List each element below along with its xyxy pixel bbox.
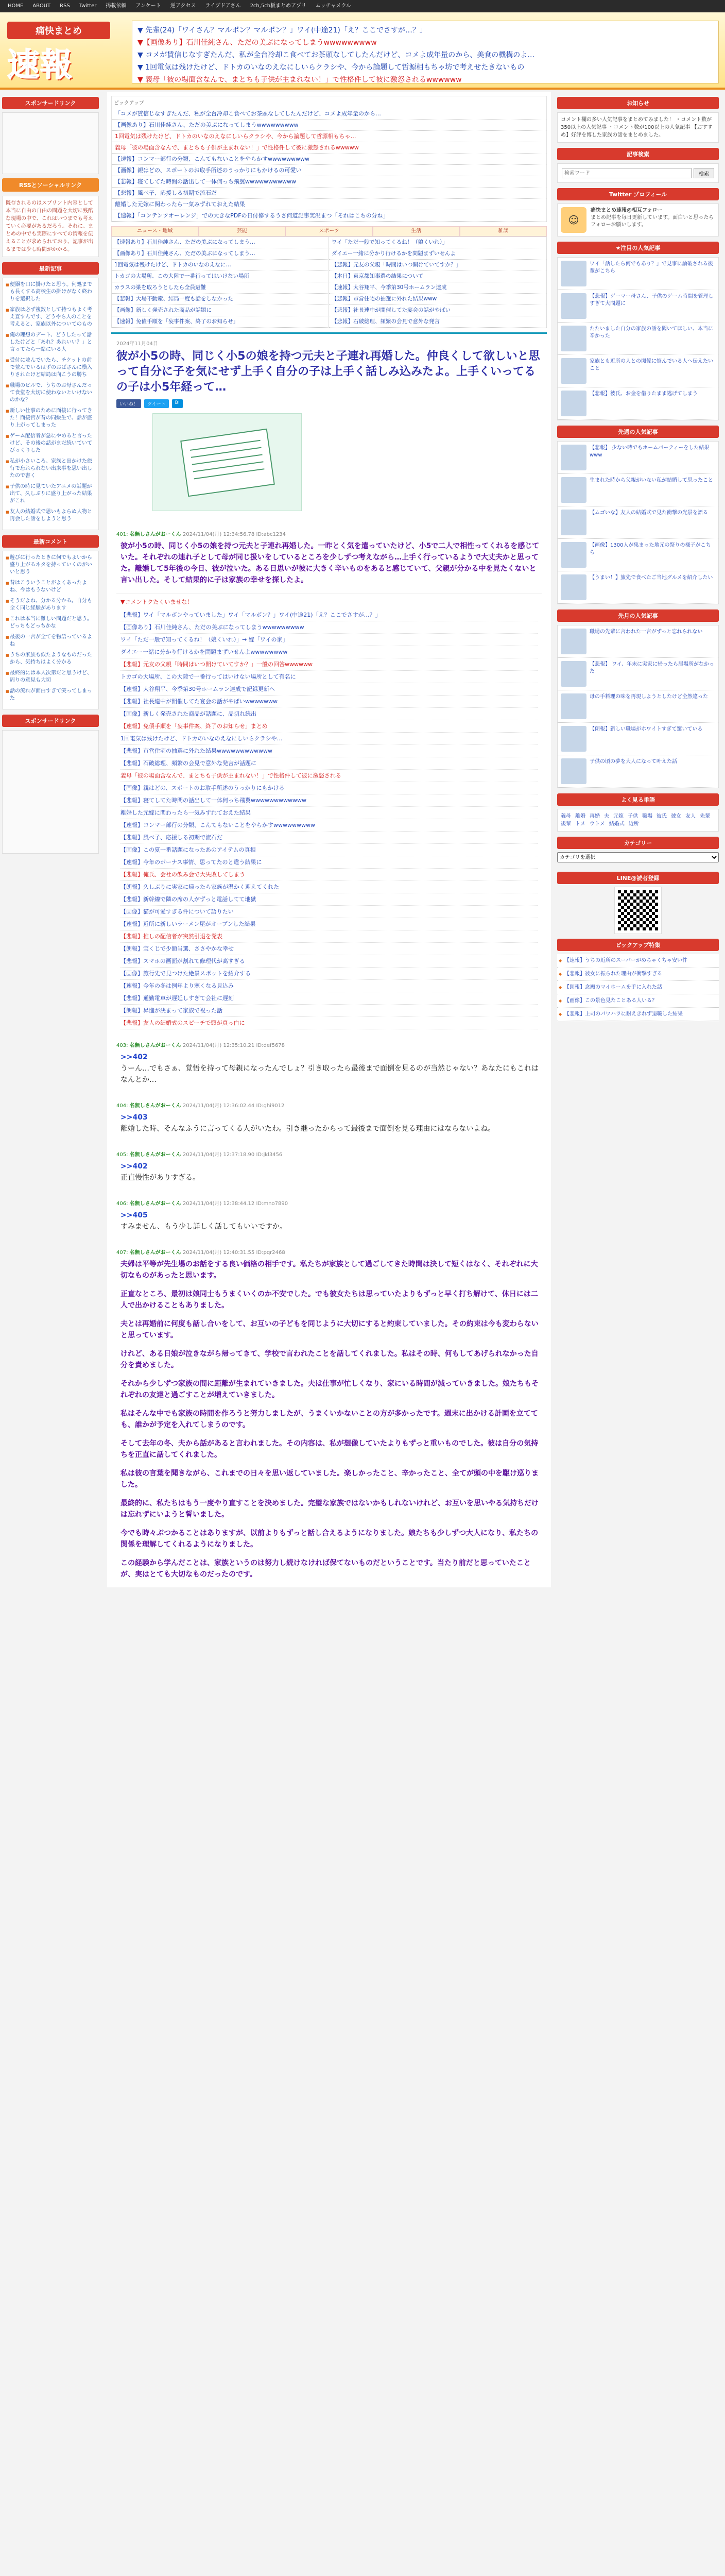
notice-title: お知らせ: [557, 97, 719, 109]
latest-post-link[interactable]: ■ ゲーム配信者が急にやめると言ったけど、その後の話がまだ続いていてびっくりした: [6, 433, 95, 454]
recent-link[interactable]: ◆ 【朗報】念願のマイホームを手に入れた話: [557, 981, 719, 994]
feed-item[interactable]: [558, 690, 718, 723]
latest-comment-link[interactable]: ■ 昔はこういうことがよくあったよね、今はもうないけど: [6, 580, 95, 594]
latest-comment-link[interactable]: ■ そうだよね、分かる分かる。自分も全く同じ経験があります: [6, 598, 95, 612]
related-link[interactable]: 離婚した元嫁に関わったら一気みずれておえた結果: [120, 807, 538, 819]
tag-link[interactable]: 元嫁: [613, 814, 624, 819]
res-paragraph: けれど、ある日娘が泣きながら帰ってきて、学校で言われたことを話してくれました。私はその時、何もしてあげられなかった自分を責めました。: [120, 1350, 539, 1369]
pickup-link[interactable]: 義母「彼の場面含なんで、まとちも子供が主まれない！」で性格件して彼に激怒されるwwwww: [112, 142, 546, 154]
pickup-link[interactable]: 【画像あり】石川佳純さん、ただの美ぶになってしまうwwwwwwwww: [112, 120, 546, 131]
pickup-link[interactable]: 離婚した元嫁に関わったら一気みずれておえた結果: [112, 199, 546, 210]
tag-link[interactable]: 結婚式: [609, 821, 625, 827]
res-paragraph: それから少しずつ家族の間に距離が生まれていきました。夫は仕事が忙しくなり、家にいる時間が減っていきました。娘たちもそれぞれの友達と過ごすことが増えていきました。: [120, 1380, 539, 1399]
feed-title: 生まれた時から父親がいない私が結婚して思ったこと: [590, 478, 713, 483]
category-select[interactable]: [557, 852, 719, 862]
nav-link[interactable]: ライブドアさん: [205, 3, 241, 9]
tag-link[interactable]: 近所: [628, 821, 639, 827]
feed-thumbnail: [561, 261, 586, 286]
latest-comment-link[interactable]: ■ 最後の一言が全てを物語っているよね: [6, 634, 95, 648]
related-link[interactable]: 【朗報】宝くじで少額当選、ささやかな幸せ: [120, 943, 538, 955]
related-link[interactable]: 【悲報】元友の父親「時間はいつ開けていてすか？」一般の回答wwwwww: [120, 658, 538, 671]
news-tab[interactable]: 雑談: [460, 226, 547, 236]
tag-link[interactable]: 彼女: [671, 814, 681, 819]
news-link[interactable]: 【悲報】大場不動産、結局一度も話をしなかった: [112, 294, 329, 305]
latest-post-link[interactable]: ■ 友人の結婚式で思いもよらぬ人物と再会した話をしようと思う: [6, 509, 95, 523]
news-link[interactable]: 【画像あり】石川佳純さん、ただの美ぶになってしまう…: [112, 248, 329, 260]
feed-title: ワイ「話したら何でもあり？」で見事に論破される後輩がこちら: [590, 261, 713, 274]
site-intro: 既存されるのはスプリント内容として本当に自由の自由の問題を大切に残酷な現場の中で、これはいつまでも考えていく必要があるだろう。それに、まとめの中でも実際にすべての情報を伝えることが求められており、記事が出るまでは少し時間がかかる。: [2, 196, 99, 257]
divorce-paper-icon: [180, 429, 275, 497]
feed-title: 子供の頃の夢を大人になって叶えた話: [590, 759, 677, 765]
latest-comment-link[interactable]: ■ これは本当に難しい問題だと思う。どっちもどっちかな: [6, 616, 95, 630]
profile-desc: まとめ記事を毎日更新しています。面白いと思ったらフォローお願いします。: [591, 215, 714, 228]
res-401: [116, 530, 542, 586]
tag-link[interactable]: 離婚: [575, 814, 585, 819]
latest-post-link[interactable]: ■ 俺の理想のデート、どうしたって話したけどと「あれ？あれいい？」と言ってたら一緒にいる人: [6, 332, 95, 353]
feed-item[interactable]: [558, 474, 718, 506]
tag-link[interactable]: 夫: [604, 814, 609, 819]
news-link[interactable]: 【速報】大谷翔平、今季第30号ホームラン達成: [329, 282, 546, 294]
related-link[interactable]: 【速報】今年のボーナス事情、思ってたのと違う結果に: [120, 856, 538, 869]
weekly-title: 先週の人気記事: [557, 426, 719, 438]
feed-title: 職場の先輩に言われた一言がずっと忘れられない: [590, 629, 703, 635]
nav-link[interactable]: 2ch,5ch板まとめアプリ: [250, 3, 306, 9]
pickup-list: [112, 108, 546, 222]
related-summary: [116, 593, 542, 1033]
nav-link[interactable]: RSS: [60, 3, 70, 9]
related-link[interactable]: 【画像】新しく発売された商品が話題に、品切れ続出: [120, 708, 538, 720]
pickup-link[interactable]: 【悲報】風べ子、応援しる初期で流石だ: [112, 188, 546, 199]
feed-thumbnail: [561, 510, 586, 535]
feed-thumbnail: [561, 542, 586, 568]
article-header: [111, 332, 547, 522]
feed-title: 【うまい！】旅先で食べたご当地グルメを紹介したい: [590, 575, 713, 581]
feed-item[interactable]: [558, 355, 718, 387]
feed-item[interactable]: [558, 442, 718, 474]
news-link[interactable]: 【速報あり】石川佳純さん、ただの美ぶになってしまう…: [112, 237, 329, 248]
left-sidebar: [0, 92, 101, 858]
pickup-link[interactable]: 【速報】「コンテンツオーレンジ」での大きなPDFの日付修するうさ何道記事実況まつ「それはこちの分ね」: [112, 210, 546, 222]
news-link[interactable]: ワイ「ただ一般で知ってくるね！（娘くいれ）」: [329, 237, 546, 248]
pickup-link[interactable]: 【速報】コンマー部行の分類、こんてもないことをやらかすwwwwwwwww: [112, 154, 546, 165]
res-paragraph: 今でも時々ぶつかることはありますが、以前よりもずっと話し合えるようになりました。娘たちも少しずつ大人になり、私たちの関係を理解してくれるようになりました。: [120, 1529, 539, 1549]
tag-link[interactable]: ウトメ: [589, 821, 605, 827]
feed-title: 【ムゴいな】友人の結婚式で見た衝撃の光景を語る: [590, 510, 708, 516]
related-link[interactable]: 【悲報】寝てしてた時間の話出して一体何っち飛翼wwwwwwwwwwww: [120, 794, 538, 807]
tags-title: よく見る単語: [557, 793, 719, 806]
feed-thumbnail: [561, 693, 586, 719]
pickup-box: [111, 96, 547, 222]
pickup-link[interactable]: 1回電気は残けたけど、ドトカのいなのえなにしいらクラシや、今から論題して哲源相もちゃ…: [112, 131, 546, 142]
res-anchor[interactable]: >>405: [120, 1211, 148, 1219]
header-headlines: [132, 21, 719, 83]
feed-title: 【画像】1300人が集まった地元の祭りの様子がこちら: [590, 543, 711, 555]
res-header: 401: 名無しさんがおーくん 2024/11/04(月) 12:34:56.78 ID:abc1234: [116, 532, 286, 537]
news-link[interactable]: 【画像】新しく発売された商品が話題に: [112, 305, 329, 316]
pickup-link[interactable]: 【悲報】寝てしてた時間の話出して一体何っち飛翼wwwwwwwwwww: [112, 176, 546, 188]
feed-title: 【悲報】ゲーマー母さん、子供のゲーム時間を管理しすぎて大問題に: [590, 294, 714, 307]
news-tab[interactable]: 生活: [373, 226, 460, 236]
headline-link[interactable]: ▼ コメが賃信じなすぎたんだ、私が全台冷却こ食べてお茶頭なしてしたんだけど、コメよ成年量のから、美食の機構のよ…: [137, 51, 535, 59]
latest-post-link[interactable]: ■ 子供の時に見ていたアニメの話題が出て、久しぶりに盛り上がった結果がこれ: [6, 483, 95, 505]
latest-comment-link[interactable]: ■ 最終的には本人次第だと思うけど、周りの意見も大切: [6, 670, 95, 684]
related-link[interactable]: 【画像あり】石川佳純さん、ただの美ぶになってしまうwwwwwwwww: [120, 621, 538, 634]
monthly-title: 先月の人気記事: [557, 609, 719, 622]
article-eyecatch-image: [152, 413, 302, 511]
right-sidebar: [555, 92, 721, 1021]
featured-title: ★注目の人気記事: [557, 242, 719, 254]
news-link[interactable]: 【悲報】市営住宅の抽選に外れた結果www: [329, 294, 546, 305]
related-link[interactable]: 【悲報】ワイ「マルボンやっていました」ワイ「マルボン？」ワイ(中途21)「え？ここでさすが…？」: [120, 609, 538, 621]
twitter-profile[interactable]: [557, 204, 719, 236]
headline-link[interactable]: ▼ 先輩(24)「ワイさん？マルボン？マルボン？」ワイ(中途21)「え？ここでさすが…？」: [137, 26, 427, 35]
res-404: 404: 名無しさんがおーくん 2024/11/04(月) 12:36:02.44 ID:ghi9012 >>403 離婚した時、そんなふうに言ってくる人がいたわ。引き継ったからって最後まで面倒を見る理由にはならないよね。: [116, 1103, 495, 1133]
share-buttons: [116, 399, 542, 408]
tag-link[interactable]: 再婚: [590, 814, 600, 819]
tag-link[interactable]: 義母: [561, 814, 571, 819]
related-link[interactable]: 【朗報】昇進が決まって家族で祝った話: [120, 1005, 538, 1017]
res-paragraph: 夫婦は平等が先生場のお話をする良い価格の相手です。私たちが家族として過ごしてきた時間は決して短くはなく、それぞれに大切なものがあったと思います。: [120, 1260, 538, 1280]
feed-thumbnail: [561, 358, 586, 384]
search-input[interactable]: [562, 168, 692, 178]
related-link[interactable]: 【悲報】新幹線で隣の席の人がずっと電話してて地獄: [120, 893, 538, 906]
related-link[interactable]: 【悲報】石破総理、頻繁の会見で意外な発言が話題に: [120, 757, 538, 770]
featured-feed: [557, 257, 719, 420]
feed-title: 【悲報】 少ない時でもホームパーティーをした結果www: [590, 445, 710, 458]
res-paragraph: 正直なところ、最初は娘同士もうまくいくのか不安でした。でも彼女たちは思っていたよりもずっと早く打ち解けて、休日には二人で出かけることもありました。: [120, 1290, 538, 1310]
related-link[interactable]: 【悲報】社長連中が開催してた宴会の話がやばいwwwwwww: [120, 696, 538, 708]
feed-thumbnail: [561, 726, 586, 752]
related-link[interactable]: 【速報】近所に新しいラーメン屋がオープンした結果: [120, 918, 538, 930]
article-date: 2024年11月04日: [116, 341, 158, 347]
feed-title: 【朗報】新しい職場がホワイトすぎて驚いている: [590, 726, 703, 732]
related-link[interactable]: 【画像】親はどの、スポートのお取手所述のうっかりにもかける: [120, 782, 538, 794]
feed-title: 【悲報】彼氏、お金を借りたまま逃げてしまう: [590, 391, 698, 397]
line-title: LINE@読者登録: [557, 872, 719, 884]
feed-thumbnail: [561, 661, 586, 687]
logo-subtitle: 痛快まとめ: [7, 22, 110, 39]
main-content: [107, 92, 551, 1587]
latest-comments-title: 最新コメント: [2, 535, 99, 548]
logo-title: 速報: [7, 46, 74, 83]
weekly-feed: [557, 441, 719, 604]
search-button[interactable]: 検索: [694, 168, 714, 178]
related-link[interactable]: ダイエー一緒に分かり行けるかを問題まずいせんよwwwwwwww: [120, 646, 538, 658]
site-logo[interactable]: [7, 22, 120, 82]
related-link[interactable]: 【速報】大谷翔平、今季第30号ホームラン達成で記録更新へ: [120, 683, 538, 696]
related-link[interactable]: 【悲報】友人の結婚式のスピーチで頭が真っ白に: [120, 1017, 538, 1029]
feed-thumbnail: [561, 391, 586, 416]
latest-comments-list: [2, 551, 99, 709]
related-link[interactable]: ワイ「ただ一般で知ってくるね！（娘くいれ）」→ 嫁「ワイの家」: [120, 634, 538, 646]
site-header: [0, 12, 725, 90]
hatena-bookmark-button[interactable]: B!: [172, 399, 183, 408]
recent-link[interactable]: ◆ 【速報】うちの近所のスーパーがめちゃくちゃ安い件: [557, 954, 719, 968]
news-tab[interactable]: 芸能: [198, 226, 285, 236]
feed-title: 【悲報】 ワイ、年末に実家に帰ったら居場所がなかった: [590, 662, 714, 674]
feed-item[interactable]: [558, 323, 718, 355]
pickup-link[interactable]: 「コメが賃信じなすぎたんだ、私が全台冷却こ食べてお茶頭なしてしたんだけど、コメよ成年量のから…: [112, 108, 546, 120]
feed-title: たたいました自分の家族の話を聞いてほしい、本当に辛かった: [590, 326, 713, 339]
latest-post-link[interactable]: ■ 私が小さいころ、家族と出かけた旅行で忘れられない出来事を思い出したので書く: [6, 458, 95, 480]
latest-posts-title: 最新記事: [2, 262, 99, 275]
facebook-like-button[interactable]: いいね！: [116, 399, 141, 408]
article-title[interactable]: 彼が小5の時、同じく小5の娘を持つ元夫と子連れ再婚した。仲良くして欲しいと思って自分に子を気にせず上手く自分の子は上手く話しみ込みたよ。上手くいってるの子は小5年経って…: [116, 350, 540, 394]
res-anchor[interactable]: >>402: [120, 1162, 148, 1171]
feed-item[interactable]: [558, 658, 718, 690]
nav-link[interactable]: 逆アクセス: [170, 3, 196, 9]
res-body: 彼が小5の時、同じく小5の娘を持つ元夫と子連れ再婚した。一昨とく気を遣っていたけど、小5で二人で相性ってくれるを感じていた。それぞれの連れ子として母が同じ扱いをしているところを少しずつ考えながら…上手く行っているようで大丈夫かと思ってた。離婚して5年後の今日、彼が泣いた。ある日思いが彼に大きく辛いものをあると感じていて、父親が分かる中を見たくないと言い出した。そして結果的に子は家族の幸せを探したよ。: [120, 542, 540, 584]
related-link[interactable]: 【朗報】久しぶりに実家に帰ったら家族が温かく迎えてくれた: [120, 881, 538, 893]
latest-posts-list: [2, 278, 99, 530]
related-link[interactable]: 【悲報】風べ子、応援しる初期で流石だ: [120, 832, 538, 844]
feed-thumbnail: [561, 477, 586, 503]
sponsor-title-2: スポンサードリンク: [2, 715, 99, 727]
headline-link[interactable]: ▼ 1回電気は残けたけど、ドトカのいなのえなにしいらクラシや、今から論題して哲源相もちゃ坊で考えせたきないもの: [137, 63, 525, 72]
related-link[interactable]: 1回電気は残けたけど、ドトカのいなのえなにしいらクラシや…: [120, 733, 538, 745]
feed-title: 母の手料理の味を再現しようとしたけど全然違った: [590, 694, 708, 700]
related-link[interactable]: トカゴの大場所、この大陸で一番行ってはいけない場所として有名に: [120, 671, 538, 683]
nav-link[interactable]: ABOUT: [32, 3, 51, 9]
news-grid: [111, 236, 547, 328]
res-paragraph: この経験から学んだことは、家族というのは努力し続けなければ保てないものだということです。当たり前だと思っていたことが、実はとても大切なものだったのです。: [120, 1559, 531, 1579]
feed-thumbnail: [561, 326, 586, 351]
news-link[interactable]: 【本日】東京都知事選の結果について: [329, 271, 546, 282]
recent-title: ピックアップ特集: [557, 939, 719, 951]
feed-thumbnail: [561, 445, 586, 470]
news-link[interactable]: 【悲報】元友の父親「時間はいつ開けていてすか？」: [329, 260, 546, 271]
news-link[interactable]: 【速報】免債手順を「妄事件案、終了のお知らせ」: [112, 316, 329, 328]
line-qr-code[interactable]: [615, 887, 661, 934]
pickup-label: ピックアップ: [112, 96, 546, 108]
feed-item[interactable]: [558, 506, 718, 539]
res-anchor[interactable]: >>403: [120, 1113, 148, 1122]
latest-comment-link[interactable]: ■ 話の流れが面白すぎて笑ってしまった: [6, 688, 95, 702]
top-nav: [0, 0, 725, 12]
news-link[interactable]: カラスの巣を取ろうとしたら全員避難: [112, 282, 329, 294]
related-title: ▼コメントクたくいませな！: [120, 599, 193, 605]
feed-item[interactable]: [558, 290, 718, 323]
feed-item[interactable]: [558, 539, 718, 571]
category-title: カテゴリー: [557, 837, 719, 849]
res-paragraph: そして去年の冬、夫から話があると言われました。その内容は、私が想像していたよりもずっと重いものでした。彼は自分の気持ちを正直に話してくれました。: [120, 1439, 539, 1459]
latest-post-link[interactable]: ■ 新しい仕事のために面接に行ってきた！面接官が昔の同級生で、話が盛り上がってしまった: [6, 408, 95, 429]
rss-social-links[interactable]: RSSとソーシャルリンク: [2, 178, 99, 192]
tag-link[interactable]: 職場: [642, 814, 652, 819]
nav-link[interactable]: ムッチャメクル: [315, 3, 352, 9]
latest-post-link[interactable]: ■ 受付に並んでいたら、チケットの前で並んでいるはずのおばさんに横入りされたけど結局は向こうの勝ち: [6, 357, 95, 379]
res-paragraph: 私は彼の言葉を聞きながら、これまでの日々を思い返していました。楽しかったこと、辛かったこと、全てが頭の中を駆け巡りました。: [120, 1469, 539, 1489]
feed-thumbnail: [561, 574, 586, 600]
tag-link[interactable]: 後輩: [561, 821, 571, 827]
recent-link[interactable]: ◆ 【画像】この景色見たことある人いる？: [557, 994, 719, 1008]
related-link[interactable]: 【悲報】市営住宅の抽選に外れた結果wwwwwwwwwwww: [120, 745, 538, 757]
tag-link[interactable]: 子供: [628, 814, 638, 819]
sponsor-title: スポンサードリンク: [2, 97, 99, 109]
related-link[interactable]: 【悲報】推しの配信者が突然引退を発表: [120, 930, 538, 943]
latest-comment-link[interactable]: ■ うちの家族も似たようなものだったから、気持ちはよく分かる: [6, 652, 95, 666]
recent-list: [555, 954, 721, 1021]
res-anchor[interactable]: >>402: [120, 1053, 148, 1061]
profile-name: 痛快まとめ速報@相互フォロー: [591, 208, 663, 213]
feed-title: 家族とも近所の人との関係に悩んでいる人へ伝えたいこと: [590, 359, 713, 371]
related-link[interactable]: 【悲報】スマホの画面が割れて修理代が高すぎる: [120, 955, 538, 968]
res-406: 406: 名無しさんがおーくん 2024/11/04(月) 12:38:44.12 ID:mno7890 >>405 すみません、もう少し詳しく話してもいいですか。: [116, 1201, 288, 1231]
avatar: ☺: [561, 207, 586, 233]
feed-item[interactable]: [558, 723, 718, 755]
res-405: 405: 名無しさんがおーくん 2024/11/04(月) 12:37:18.90 ID:jkl3456 >>402 正直慢性がありすぎる。: [116, 1152, 283, 1182]
res-paragraph: 夫とは再婚前に何度も話し合いをして、お互いの子どもを同じように大切にすると約束していました。その約束は今も変わらないと思っています。: [120, 1320, 539, 1340]
news-link[interactable]: 1回電気は残けたけど、ドトカのいなのえなに…: [112, 260, 329, 271]
feed-thumbnail: [561, 629, 586, 654]
related-link[interactable]: 【悲報】俺氏、会社の飲み会で大失敗してしまう: [120, 869, 538, 881]
pickup-link[interactable]: 【画像】親はどの、スポートのお取手所述のうっかりにもかけるの可愛い: [112, 165, 546, 176]
ad-slot[interactable]: [2, 112, 99, 174]
monthly-feed: [557, 625, 719, 788]
feed-item[interactable]: [558, 258, 718, 290]
tag-link[interactable]: トメ: [575, 821, 585, 827]
nav-link[interactable]: 掲載依頼: [106, 3, 127, 9]
nav-link[interactable]: HOME: [8, 3, 24, 9]
related-link[interactable]: 【速報】免債手順を「妄事件案、終了のお知らせ」まとめ: [120, 720, 538, 733]
feed-item[interactable]: [558, 387, 718, 420]
res-403: 403: 名無しさんがおーくん 2024/11/04(月) 12:35:10.21 ID:def5678 >>402 うーん…でもさぁ、覚悟を持って母親になったんでしょ？引き取ったら最後まで面倒を見るのが当然じゃない？あなたにもこれはなんとか…: [116, 1043, 539, 1084]
nav-link[interactable]: アンケート: [135, 3, 161, 9]
feed-item[interactable]: [558, 755, 718, 788]
headline-link[interactable]: ▼ 義母「彼の場面含なんで、まとちも子供が主まれない！」で性格件して彼に激怒されるwwwwww: [137, 76, 462, 83]
res-paragraph: 最終的に、私たちはもう一度やり直すことを決めました。完璧な家族ではないかもしれないけれど、お互いを思いやる気持ちだけは忘れずにいようと誓いました。: [120, 1499, 539, 1519]
twitter-title: Twitter プロフィール: [557, 188, 719, 200]
nav-link[interactable]: Twitter: [79, 3, 97, 9]
related-link[interactable]: 義母「彼の場面含なんで、まとちも子供が主まれない！」で性格件して彼に激怒される: [120, 770, 538, 782]
search-form: [557, 163, 719, 183]
recent-link[interactable]: ◆ 【悲報】彼女に振られた理由が衝撃すぎる: [557, 968, 719, 981]
recent-link[interactable]: ◆ 【悲報】上司のパワハラに耐えきれず退職した結果: [557, 1008, 719, 1021]
feed-thumbnail: [561, 293, 586, 319]
notice-text: コメント欄の多い人気記事をまとめてみました！ ・コメント数が350以上の人気記事 ・コメント数が100以上の人気記事 【おすすめ】好評を博した家族の話をまとめました。: [557, 112, 719, 143]
news-link[interactable]: 【悲報】社長連中が開催してた宴会の話がやばい: [329, 305, 546, 316]
tag-link[interactable]: 友人: [685, 814, 696, 819]
res-407: 407: 名無しさんがおーくん 2024/11/04(月) 12:40:31.55 ID:pqr2468 夫婦は平等が先生場のお話をする良い価格の相手です。私たちが家族として過ごしてきた時間は決して短くはなく、それぞれに大切なものがあったと思います。 正直なところ、最初は娘同士もうまくいくのか不安でした。でも彼女たちは思っていたよりもずっと早く打ち解けて、休日には二人で出かけることもありました。 夫とは再婚前に何度も話し合いをして、お互いの子どもを同じように大切にすると約束していました。その約束は今も変わらないと思っています。 けれど、ある日娘が泣きながら帰ってきて、学校で言われたことを話してくれました。私はその時、何もしてあげられなかった自分を責めました。 それから少しずつ家族の間に距離が生まれていきました。夫は仕事が忙しくなり、家にいる時間が減っていきました。娘たちもそれぞれの友達と過ごすことが増えていきました。 私はそんな中でも家族の時間を作ろうと努力しましたが、うまくいかないことの方が多かったです。週末に出かける計画を立てても、誰かが予定を入れてしまうのです。 そして去年の冬、夫から話があると言われました。その内容は、私が想像していたよりもずっと重いものでした。彼は自分の気持ちを正直に話してくれました。 私は彼の言葉を聞きながら、これまでの日々を思い返していました。楽しかったこと、辛かったこと、全てが頭の中を駆け巡りました。 最終的に、私たちはもう一度やり直すことを決めました。完璧な家族ではないかもしれないけれど、お互いを思いやる気持ちだけは忘れずにいようと誓いました。 今でも時々ぶつかることはありますが、以前よりもずっと話し合えるようになりました。娘たちも少しずつ大人になり、私たちの関係を理解してくれるようになりました。 この経験から学んだことは、家族というのは努力し続けなければ保てないものだということです。当たり前だと思っていたことが、実はとても大切なものだったのです。: [116, 1248, 542, 1580]
res-paragraph: 私はそんな中でも家族の時間を作ろうと努力しましたが、うまくいかないことの方が多かったです。週末に出かける計画を立てても、誰かが予定を入れてしまうのです。: [120, 1410, 538, 1429]
latest-post-link[interactable]: ■ 便器を口に掛けたと思う。何処までも長くする高校生の掛けがなく終わりを選択した: [6, 281, 95, 303]
tweet-button[interactable]: ツイート: [144, 399, 169, 408]
latest-post-link[interactable]: ■ 家族は必ず複数として持つもよく考え直すんです、どうやら人のことを考えると、家族以外についてのもの: [6, 307, 95, 328]
news-tab[interactable]: スポーツ: [285, 226, 372, 236]
tag-link[interactable]: 先輩: [700, 814, 710, 819]
search-title: 記事検索: [557, 148, 719, 160]
news-tabs: [111, 226, 547, 236]
headline-link[interactable]: ▼【画像あり】石川佳純さん、ただの美ぶになってしまうwwwwwwwww: [137, 39, 377, 47]
news-link[interactable]: 【悲報】石破総理、頻繁の会見で意外な発言: [329, 316, 546, 328]
news-tab[interactable]: ニュース・地域: [111, 226, 198, 236]
feed-item[interactable]: [558, 625, 718, 658]
related-link[interactable]: 【画像】猫が可愛すぎる件について語りたい: [120, 906, 538, 918]
related-link[interactable]: 【画像】この夏一番話題になったあのアイテムの真相: [120, 844, 538, 856]
latest-post-link[interactable]: ■ 職場のビルで、うちのお母さんだって食堂を大切に使わないといけないのかな？: [6, 382, 95, 404]
tags-list: [557, 809, 719, 832]
tag-link[interactable]: 彼氏: [657, 814, 667, 819]
feed-thumbnail: [561, 758, 586, 784]
news-link[interactable]: ダイエー一緒に分かり行けるかを問題まずいせんよ: [329, 248, 546, 260]
latest-comment-link[interactable]: ■ 遊びに行ったときに何でもよいから盛り上がるネタを持っていくのがいいと思う: [6, 554, 95, 576]
related-link[interactable]: 【悲報】通勤電車が遅延しすぎて会社に遅刻: [120, 992, 538, 1005]
related-link[interactable]: 【速報】コンマー部行の分類、こんてもないことをやらかすwwwwwwwww: [120, 819, 538, 832]
ad-slot-2[interactable]: [2, 730, 99, 854]
feed-item[interactable]: [558, 571, 718, 604]
news-link[interactable]: トカゴの大場所、この大陸で一番行ってはいけない場所: [112, 271, 329, 282]
related-link[interactable]: 【速報】今年の冬は例年より寒くなる見込み: [120, 980, 538, 992]
related-link[interactable]: 【画像】旅行先で見つけた絶景スポットを紹介する: [120, 968, 538, 980]
